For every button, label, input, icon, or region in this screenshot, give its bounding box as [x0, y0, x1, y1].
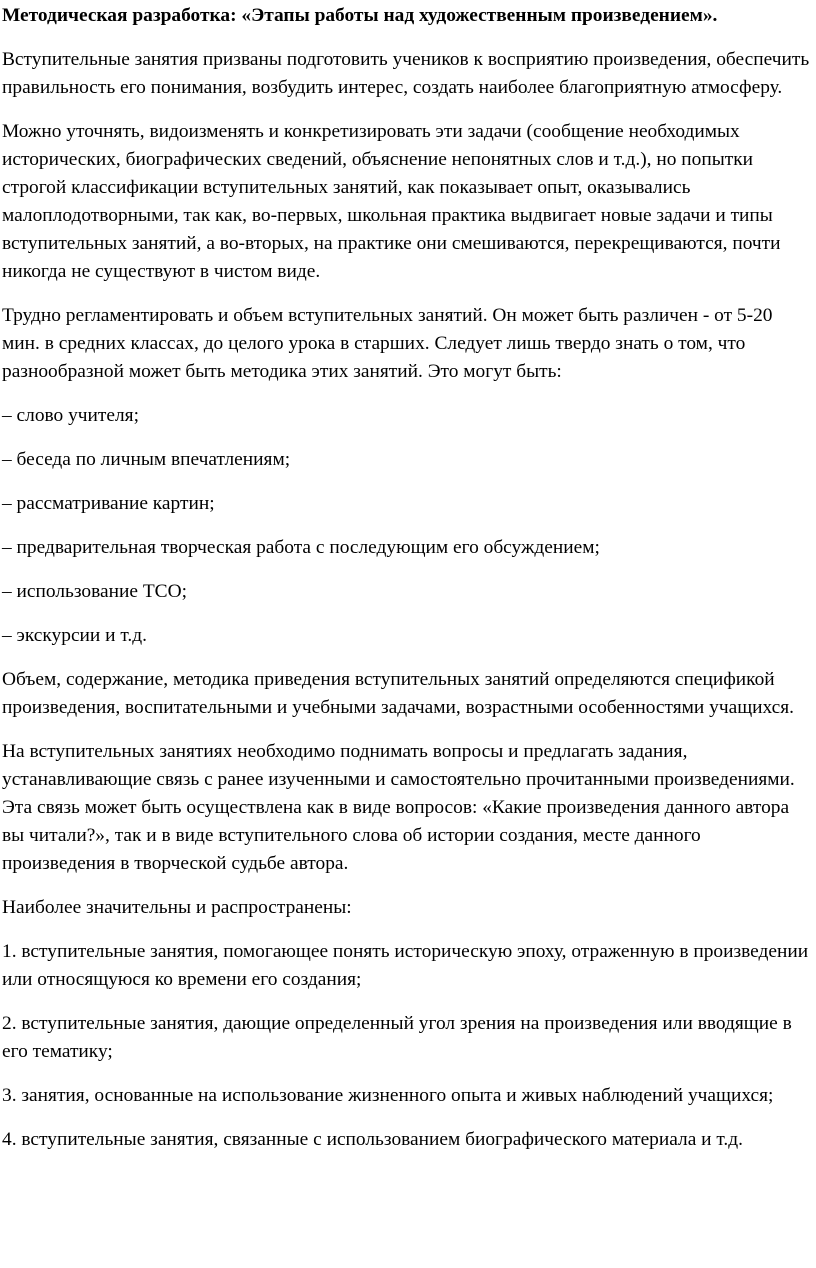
- list-item: 2. вступительные занятия, дающие определенный угол зрения на произведения или вводящие в его тематику;: [2, 1013, 792, 1062]
- list-item: – использование ТСО;: [2, 581, 187, 602]
- list-item: 1. вступительные занятия, помогающее понять историческую эпоху, отраженную в произведении или относящуюся ко времени его создания;: [2, 941, 809, 990]
- paragraph-content: Объем, содержание, методика приведения вступительных занятий определяются спецификой произведения, воспитательными и учебными задачами, возрастными особенностями учащихся.: [2, 669, 795, 718]
- paragraph-most-significant: Наиболее значительны и распространены:: [2, 897, 352, 918]
- numbered-list: [2, 938, 814, 1154]
- paragraph-volume: Трудно регламентировать и объем вступительных занятий. Он может быть различен - от 5-20 мин. в средних классах, до целого урока в старших. Следует лишь твердо знать о том, что разнообразной может быть методика этих занятий. Это могут быть:: [2, 305, 773, 382]
- list-item: – беседа по личным впечатлениям;: [2, 449, 291, 470]
- list-item: – слово учителя;: [2, 405, 139, 426]
- dash-list: [2, 402, 814, 650]
- paragraph-intro: Вступительные занятия призваны подготовить учеников к восприятию произведения, обеспечить правильность его понимания, возбудить интерес, создать наиболее благоприятную атмосферу.: [2, 49, 810, 98]
- list-item: – предварительная творческая работа с последующим его обсуждением;: [2, 537, 600, 558]
- list-item: 3. занятия, основанные на использование жизненного опыта и живых наблюдений учащихся;: [2, 1085, 774, 1106]
- paragraph-tasks: Можно уточнять, видоизменять и конкретизировать эти задачи (сообщение необходимых исторических, биографических сведений, объяснение непонятных слов и т.д.), но попытки строгой классификации вступительных занятий, как показывает опыт, оказывались малоплодотворными, так как, во-первых, школьная практика выдвигает новые задачи и типы вступительных занятий, а во-вторых, на практике они смешиваются, перекрещиваются, почти никогда не существуют в чистом виде.: [2, 121, 781, 282]
- list-item: – экскурсии и т.д.: [2, 625, 147, 646]
- list-item: – рассматривание картин;: [2, 493, 215, 514]
- paragraph-connections: На вступительных занятиях необходимо поднимать вопросы и предлагать задания, устанавливающие связь с ранее изученными и самостоятельно прочитанными произведениями. Эта связь может быть осуществлена как в виде вопросов: «Какие произведения данного автора вы читали?», так и в виде вступительного слова об истории создания, месте данного произведения в творческой судьбе автора.: [2, 741, 795, 874]
- list-item: 4. вступительные занятия, связанные с использованием биографического материала и т.д.: [2, 1129, 743, 1150]
- document-title: Методическая разработка: «Этапы работы над художественным произведением».: [2, 5, 718, 26]
